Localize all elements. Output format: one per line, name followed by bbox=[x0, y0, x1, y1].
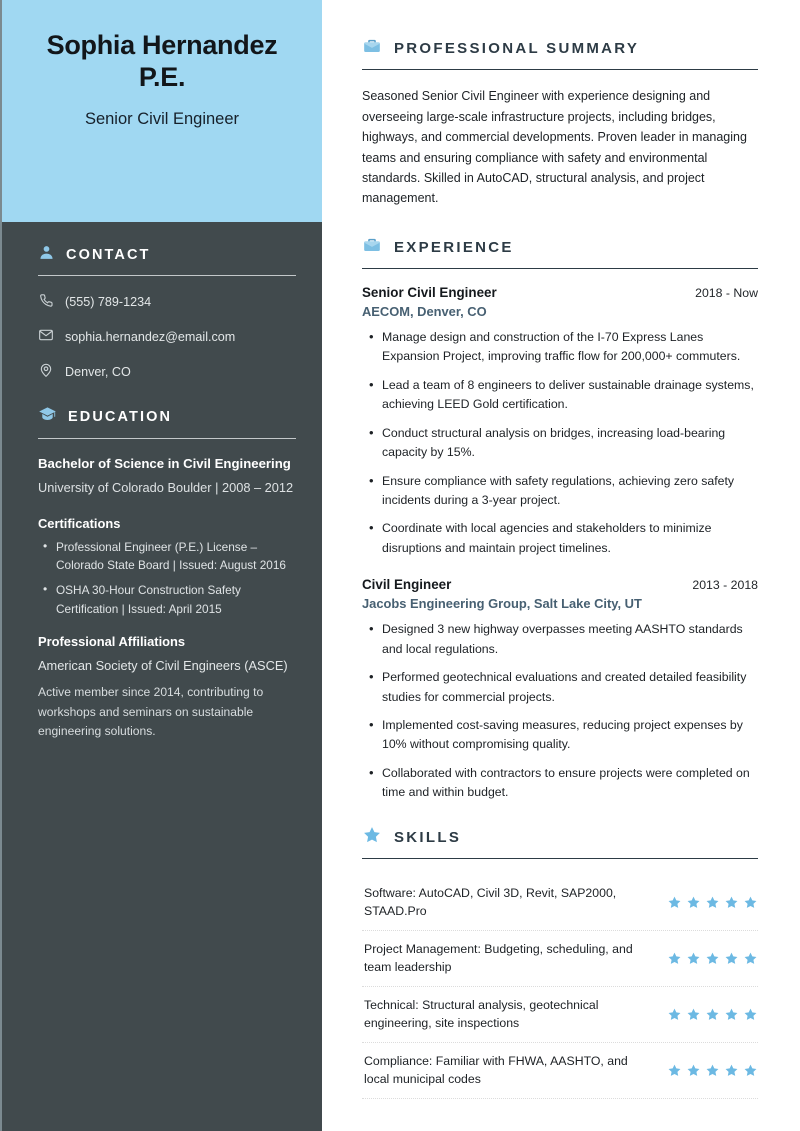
star-icon bbox=[705, 1007, 720, 1022]
list-item: • Implemented cost-saving measures, reducing project expenses by 10% without compromising quality. bbox=[362, 716, 758, 755]
star-icon bbox=[724, 895, 739, 910]
professional-summary-section bbox=[362, 36, 758, 209]
briefcase-icon bbox=[362, 36, 382, 61]
list-item: • Performed geotechnical evaluations and created detailed feasibility studies for commercial projects. bbox=[362, 668, 758, 707]
star-icon bbox=[743, 895, 758, 910]
experience-entry bbox=[362, 577, 758, 802]
skills-heading: SKILLS bbox=[394, 828, 462, 846]
contact-location-value: Denver, CO bbox=[65, 365, 131, 379]
summary-divider bbox=[362, 69, 758, 70]
job-dates: 2018 - Now bbox=[695, 286, 758, 301]
skill-rating-stars bbox=[667, 1063, 758, 1078]
location-pin-icon bbox=[38, 362, 54, 383]
star-icon bbox=[724, 1007, 739, 1022]
contact-section-header bbox=[38, 244, 296, 275]
skill-rating-stars bbox=[667, 895, 758, 910]
contact-heading: CONTACT bbox=[66, 247, 151, 263]
job-company: Jacobs Engineering Group, Salt Lake City, UT bbox=[362, 596, 642, 612]
education-degree: Bachelor of Science in Civil Engineering bbox=[38, 456, 291, 471]
job-company: AECOM, Denver, CO bbox=[362, 304, 487, 320]
phone-icon bbox=[38, 292, 54, 313]
job-role: Civil Engineer bbox=[362, 577, 452, 593]
name-header-block bbox=[2, 0, 322, 222]
star-icon bbox=[705, 951, 720, 966]
experience-heading: EXPERIENCE bbox=[394, 238, 514, 256]
certifications-list bbox=[38, 538, 296, 619]
skill-name: Compliance: Familiar with FHWA, AASHTO, and local municipal codes bbox=[364, 1053, 628, 1087]
star-icon bbox=[686, 1063, 701, 1078]
star-icon bbox=[743, 951, 758, 966]
star-icon bbox=[686, 951, 701, 966]
star-icon bbox=[667, 895, 682, 910]
skill-name: Technical: Structural analysis, geotechnical engineering, site inspections bbox=[364, 997, 599, 1031]
candidate-name: Sophia Hernandez P.E. bbox=[46, 30, 278, 92]
contact-list bbox=[38, 292, 296, 383]
list-item: • Lead a team of 8 engineers to deliver sustainable drainage systems, achieving LEED Gold certification. bbox=[362, 376, 758, 415]
user-icon bbox=[38, 244, 55, 266]
education-heading: EDUCATION bbox=[68, 409, 173, 425]
contact-item-location[interactable] bbox=[38, 362, 296, 383]
contact-item-email[interactable] bbox=[38, 327, 296, 348]
job-bullet-list bbox=[362, 620, 758, 802]
envelope-icon bbox=[38, 327, 54, 348]
skill-rating-stars bbox=[667, 951, 758, 966]
star-icon bbox=[667, 1007, 682, 1022]
contact-phone-value: (555) 789-1234 bbox=[65, 295, 152, 309]
list-item: • OSHA 30-Hour Construction Safety Certification | Issued: April 2015 bbox=[38, 581, 296, 618]
list-item: • Collaborated with contractors to ensure projects were completed on time and within budget. bbox=[362, 764, 758, 803]
skill-row bbox=[362, 931, 758, 987]
skill-row bbox=[362, 987, 758, 1043]
education-section bbox=[38, 405, 296, 742]
experience-section-header bbox=[362, 235, 758, 268]
sidebar bbox=[0, 0, 322, 1131]
list-item: • Coordinate with local agencies and stakeholders to minimize disruptions and maintain project timelines. bbox=[362, 519, 758, 558]
job-bullet-list bbox=[362, 328, 758, 558]
education-school: University of Colorado Boulder | 2008 – 2012 bbox=[38, 479, 294, 495]
summary-heading: PROFESSIONAL SUMMARY bbox=[394, 40, 640, 57]
star-icon bbox=[686, 1007, 701, 1022]
affiliation-note: Active member since 2014, contributing to workshops and seminars on sustainable engineering solutions. bbox=[38, 684, 264, 739]
graduation-cap-icon bbox=[38, 405, 57, 429]
star-icon bbox=[724, 951, 739, 966]
skills-divider bbox=[362, 858, 758, 859]
star-icon bbox=[667, 951, 682, 966]
job-title-row bbox=[362, 577, 758, 592]
education-divider bbox=[38, 438, 296, 439]
candidate-job-title: Senior Civil Engineer bbox=[84, 109, 240, 128]
experience-section bbox=[362, 235, 758, 803]
contact-item-phone[interactable] bbox=[38, 292, 296, 313]
skill-name: Project Management: Budgeting, scheduling, and team leadership bbox=[364, 941, 633, 975]
skill-row bbox=[362, 875, 758, 931]
star-icon bbox=[743, 1007, 758, 1022]
job-dates: 2013 - 2018 bbox=[692, 578, 758, 593]
contact-section bbox=[38, 244, 296, 383]
education-section-header bbox=[38, 405, 296, 438]
list-item: • Manage design and construction of the I-70 Express Lanes Expansion Project, improving traffic flow for 200,000+ commuters. bbox=[362, 328, 758, 367]
skills-section bbox=[362, 825, 758, 1099]
skill-row bbox=[362, 1043, 758, 1099]
list-item: • Conduct structural analysis on bridges, increasing load-bearing capacity by 15%. bbox=[362, 424, 758, 463]
star-icon bbox=[705, 1063, 720, 1078]
summary-text: Seasoned Senior Civil Engineer with experience designing and overseeing large-scale infrastructure projects, including bridges, highways, and commercial developments. Proven leader in managing teams and ensuring compliance with safety and environmental standards. Skilled in AutoCAD, structural analysis, and project management. bbox=[362, 89, 747, 206]
star-icon bbox=[705, 895, 720, 910]
contact-email-value: sophia.hernandez@email.com bbox=[65, 330, 236, 344]
star-icon bbox=[686, 895, 701, 910]
experience-entry bbox=[362, 285, 758, 558]
star-icon bbox=[724, 1063, 739, 1078]
briefcase-icon bbox=[362, 235, 382, 260]
affiliations-heading: Professional Affiliations bbox=[38, 634, 186, 650]
main-content bbox=[322, 0, 800, 1131]
summary-section-header bbox=[362, 36, 758, 69]
experience-divider bbox=[362, 268, 758, 269]
affiliation-organization: American Society of Civil Engineers (ASCE) bbox=[38, 658, 288, 674]
job-title-row bbox=[362, 285, 758, 300]
contact-divider bbox=[38, 275, 296, 276]
list-item: • Designed 3 new highway overpasses meeting AASHTO standards and local regulations. bbox=[362, 620, 758, 659]
job-role: Senior Civil Engineer bbox=[362, 285, 497, 301]
star-icon bbox=[362, 825, 382, 850]
star-icon bbox=[743, 1063, 758, 1078]
list-item: • Professional Engineer (P.E.) License – Colorado State Board | Issued: August 2016 bbox=[38, 538, 296, 575]
list-item: • Ensure compliance with safety regulations, achieving zero safety incidents during a 3-year project. bbox=[362, 472, 758, 511]
skill-name: Software: AutoCAD, Civil 3D, Revit, SAP2000, STAAD.Pro bbox=[364, 886, 617, 919]
star-icon bbox=[667, 1063, 682, 1078]
certifications-heading: Certifications bbox=[38, 515, 121, 531]
skills-section-header bbox=[362, 825, 758, 858]
skill-rating-stars bbox=[667, 1007, 758, 1022]
